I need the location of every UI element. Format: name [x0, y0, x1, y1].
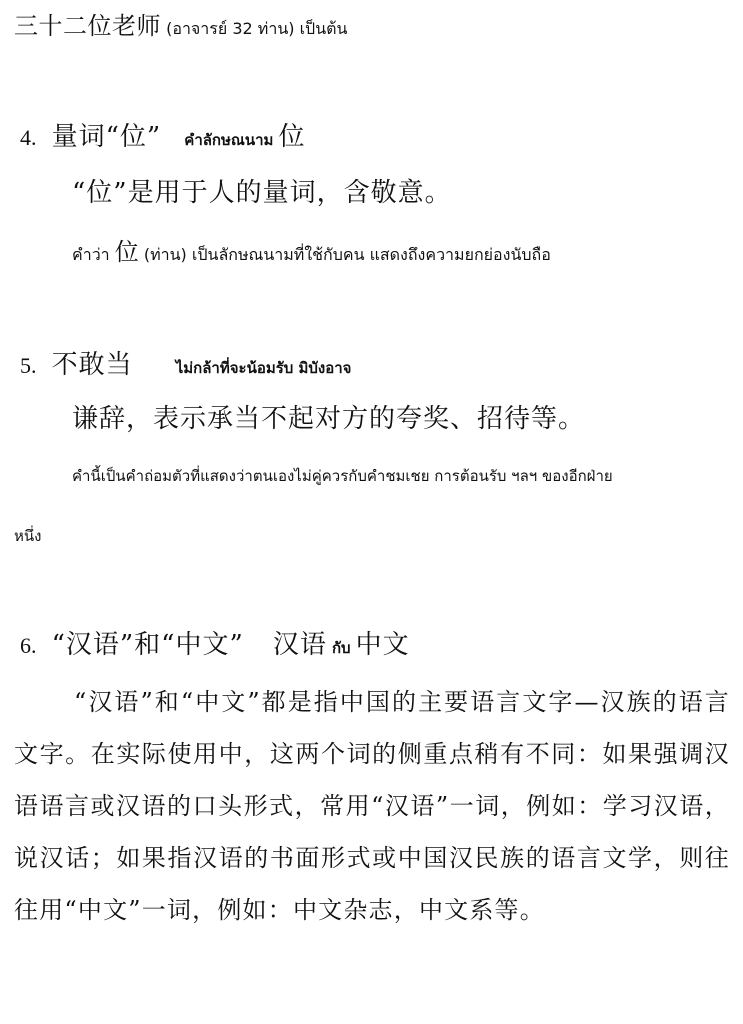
- section-5-title-thai: ไม่กล้าที่จะน้อมรับ มิบังอาจ: [175, 359, 352, 377]
- section-4-thai-rest: (ท่าน) เป็นลักษณนามที่ใช้กับคน แสดงถึงความยกย่องนับถือ: [143, 245, 551, 264]
- section-4-heading: [20, 122, 306, 153]
- top-line-thai: (อาจารย์ 32 ท่าน) เป็นต้น: [166, 19, 348, 38]
- section-4-number: 4.: [20, 125, 37, 150]
- section-6-number: 6.: [20, 633, 37, 658]
- section-4-thai-prefix: คำว่า: [72, 245, 110, 264]
- section-4-title-thai: คำลักษณนาม: [184, 131, 274, 149]
- section-4-explanation-chinese: “位”是用于人的量词，含敬意。: [72, 178, 452, 208]
- section-6-title-chinese-b: 汉语: [272, 630, 327, 660]
- section-6-title-chinese-a: “汉语”和“中文”: [51, 630, 244, 660]
- top-line-chinese: 三十二位老师: [14, 12, 161, 40]
- section-5-number: 5.: [20, 353, 37, 378]
- section-4-thai-char: 位: [114, 238, 139, 266]
- section-4-explanation-thai: [72, 238, 551, 267]
- section-5-heading: [20, 350, 351, 381]
- section-6-title-chinese-c: 中文: [355, 630, 410, 660]
- top-line: [14, 12, 347, 41]
- section-4-title-chinese: 量词“位”: [51, 122, 162, 152]
- section-5-title-chinese: 不敢当: [51, 350, 133, 380]
- section-5-explanation-thai-line-2: หนึ่ง: [14, 527, 42, 545]
- section-6-paragraph: “汉语”和“中文”都是指中国的主要语言文字—汉族的语言文字。在实际使用中，这两个词的侧重点稍有不同：如果强调汉语语言或汉语的口头形式，常用“汉语”一词，例如：学习汉语，说汉话；如果指汉语的书面形式或中国汉民族的语言文学，则往往用“中文”一词，例如：中文杂志，中文系等。: [14, 688, 730, 924]
- section-5-explanation-thai-line-1: คำนี้เป็นคำถ่อมตัวที่แสดงว่าตนเองไม่คู่ควรกับคำชมเชย การต้อนรับ ฯลฯ ของอีกฝ่าย: [72, 467, 613, 485]
- section-4-title-char: 位: [278, 122, 306, 152]
- section-6-title-thai: กับ: [331, 639, 351, 657]
- section-6-heading: [20, 630, 410, 661]
- section-5-explanation-chinese: 谦辞，表示承当不起对方的夸奖、招待等。: [72, 404, 586, 434]
